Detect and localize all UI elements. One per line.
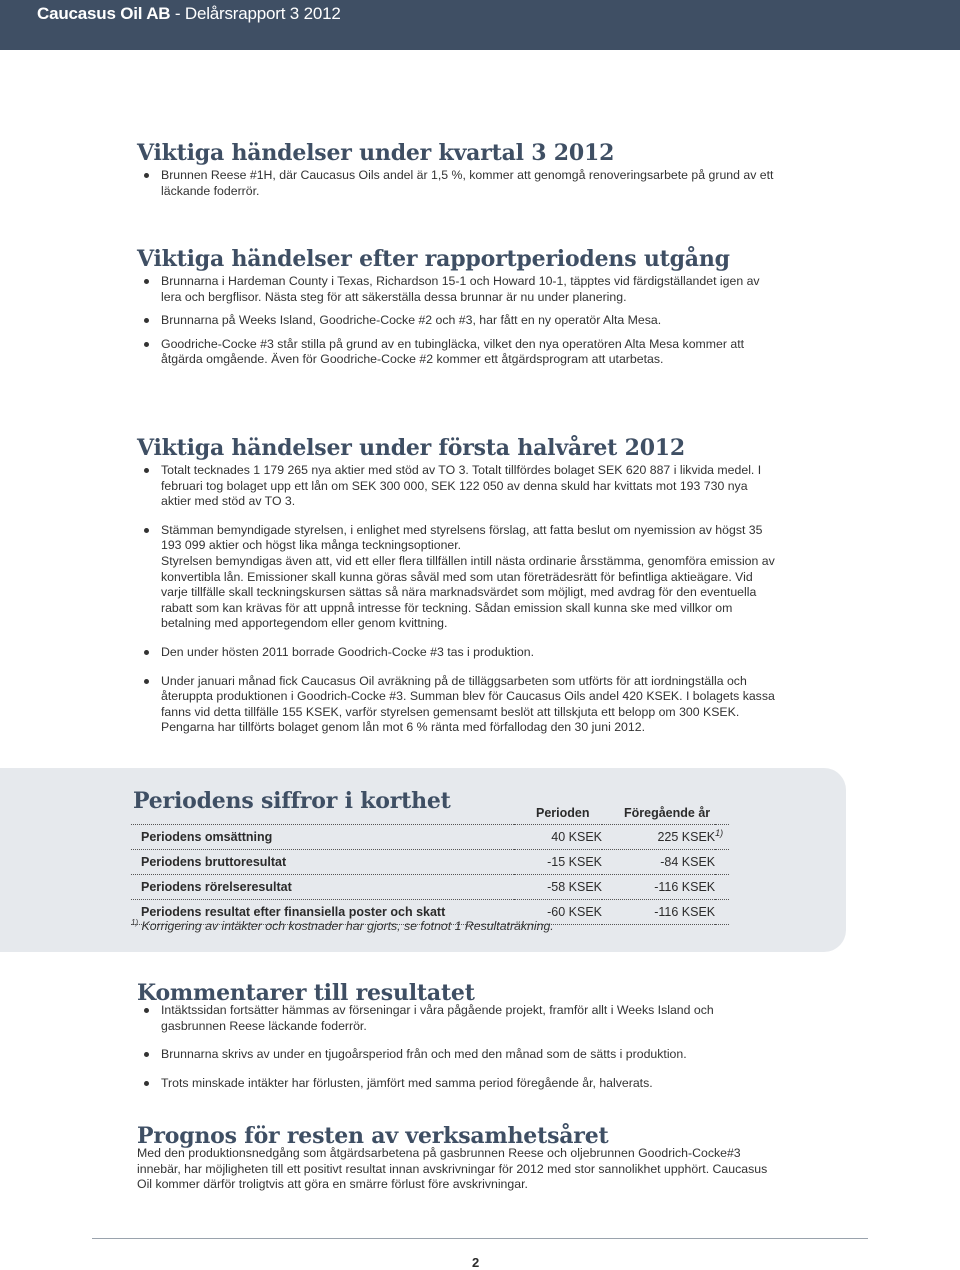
list-item	[137, 313, 777, 329]
header-separator: -	[170, 4, 185, 23]
after-period-section	[137, 246, 777, 368]
list-item	[137, 463, 777, 510]
period-value: -15 KSEK	[514, 850, 602, 875]
row-label: Periodens omsättning	[131, 825, 514, 850]
outlook-section	[137, 1123, 777, 1193]
bullet-icon	[144, 1052, 149, 1057]
q3-events-section	[137, 140, 777, 199]
list-item	[137, 1003, 777, 1034]
summary-table	[131, 824, 729, 925]
table-row	[131, 875, 729, 900]
company-name: Caucasus Oil AB	[37, 4, 171, 23]
period-value: -60 KSEK	[514, 900, 602, 925]
bullet-icon	[144, 679, 149, 684]
footer-divider	[92, 1238, 868, 1239]
period-value: 40 KSEK	[514, 825, 602, 850]
column-header-period: Perioden	[536, 806, 590, 820]
list-item-continuation: Styrelsen bemyndigas även att, vid ett eller flera tillfällen intill nästa ordinarie årsstämma, genomföra emission av konvertibla lån. Emissioner skall kunna göras såväl med som utan företrädesrätt för befintliga aktieägare. Vid varje tillfälle skall teckningskursen sättas så nära marknadsvärdet som möjligt, med avdrag för den eventuella rabatt som kan krävas för att uppnå intresse för teckning. Sådan emission skall kunna ske med villkor om betalning med apportegendom eller genom kvittning.	[161, 553, 775, 631]
footnote-text: Korrigering av intäkter och kostnader har gjorts, se fotnot 1 Resultaträkning.	[138, 919, 554, 934]
first-half-section	[137, 435, 777, 736]
list-item-text: Trots minskade intäkter har förlusten, jämfört med samma period föregående år, halverats.	[161, 1075, 653, 1090]
list-item-text: Under januari månad fick Caucasus Oil avräkning på de tilläggsarbeten som utförts för att iordningställa och återuppta produktionen i Goodrich-Cocke #3. Summan blev för Caucasus Oils andel 420 KSEK. I bolagets kassa fanns vid detta tillfälle 155 KSEK, varför styrelsen gemensamt beslöt att tillskjuta ett belopp om 300 KSEK. Pengarna har tillförts bolaget genom lån mot 6 % ränta med förfallodag den 30 juni 2012.	[161, 673, 775, 735]
row-label: Periodens rörelseresultat	[131, 875, 514, 900]
bullet-icon	[144, 342, 149, 347]
page-number: 2	[472, 1255, 480, 1270]
list-item	[137, 1076, 777, 1092]
bullet-icon	[144, 318, 149, 323]
report-name: Delårsrapport 3 2012	[184, 4, 341, 23]
previous-year-value: -116 KSEK	[602, 900, 715, 925]
bullet-icon	[144, 468, 149, 473]
list-item	[137, 645, 777, 661]
table-row	[131, 850, 729, 875]
after-period-list	[137, 274, 777, 368]
list-item	[137, 523, 777, 632]
period-value: -58 KSEK	[514, 875, 602, 900]
first-half-heading: Viktiga händelser under första halvåret 2012	[137, 435, 686, 461]
list-item	[137, 168, 777, 199]
list-item-text: Totalt tecknades 1 179 265 nya aktier med stöd av TO 3. Totalt tillfördes bolaget SEK 620 887 i likvida medel. I februari tog bolaget upp ett lån om SEK 300 000, SEK 122 050 av denna skuld har kvittats mot 193 730 nya aktier med stöd av TO 3.	[161, 463, 762, 509]
comments-heading: Kommentarer till resultatet	[137, 980, 475, 1006]
bullet-icon	[144, 1081, 149, 1086]
previous-year-value: -84 KSEK	[602, 850, 715, 875]
list-item	[137, 337, 777, 368]
list-item-text: Brunnarna i Hardeman County i Texas, Richardson 15-1 och Howard 10-1, täpptes vid färdigställandet igen av lera och bergflisor. Nästa steg för att säkerställa dessa brunnar är nu under planering.	[161, 274, 760, 304]
table-row	[131, 825, 729, 850]
list-item-text: Brunnen Reese #1H, där Caucasus Oils andel är 1,5 %, kommer att genomgå renoveringsarbete på grund av ett läckande foderrör.	[161, 168, 774, 198]
outlook-text: Med den produktionsnedgång som åtgärdsarbetena på gasbrunnen Reese och oljebrunnen Goodrich-Cocke#3 innebär, har möjligheten till ett positivt resultat innan avskrivningar för 2012 med stor sannolikhet upphört. Caucasus Oil kommer därför troligtvis att göra en smärre förlust före avskrivningar.	[137, 1146, 768, 1192]
row-label: Periodens resultat efter finansiella poster och skatt	[131, 900, 514, 925]
summary-heading: Periodens siffror i korthet	[133, 788, 451, 814]
footnote-marker: 1)	[715, 825, 729, 850]
page-header	[0, 0, 960, 50]
list-item-text: Intäktssidan fortsätter hämmas av förseningar i våra pågående projekt, framför allt i Weeks Island och gasbrunnen Reese läckande foderrör.	[161, 1003, 714, 1033]
list-item	[137, 1047, 777, 1063]
previous-year-value: -116 KSEK	[602, 875, 715, 900]
bullet-icon	[144, 650, 149, 655]
list-item	[137, 674, 777, 736]
bullet-icon	[144, 173, 149, 178]
footnote-marker	[715, 850, 729, 875]
bullet-icon	[144, 1008, 149, 1013]
row-label: Periodens bruttoresultat	[131, 850, 514, 875]
bullet-icon	[144, 528, 149, 533]
comments-list	[137, 1003, 777, 1091]
bullet-icon	[144, 279, 149, 284]
footnote-marker	[715, 900, 729, 925]
list-item-text: Goodriche-Cocke #3 står stilla på grund av en tubingläcka, vilket den nya operatören Alta Mesa kommer att åtgärda omgående. Även för Goodriche-Cocke #2 kommer ett åtgärdsprogram att utarbetas.	[161, 336, 745, 367]
list-item-text: Stämman bemyndigade styrelsen, i enlighet med styrelsens förslag, att fatta beslut om nyemission av högst 35 193 099 aktier och högst lika många teckningsoptioner.	[161, 522, 763, 553]
footnote-mark: 1)	[131, 918, 139, 927]
list-item-text: Den under hösten 2011 borrade Goodrich-Cocke #3 tas i produktion.	[161, 644, 535, 659]
list-item-text: Brunnarna på Weeks Island, Goodriche-Cocke #2 och #3, har fått en ny operatör Alta Mesa.	[161, 313, 662, 328]
list-item	[137, 274, 777, 305]
column-header-previous-year: Föregående år	[624, 806, 711, 820]
footnote-marker	[715, 875, 729, 900]
q3-events-heading: Viktiga händelser under kvartal 3 2012	[137, 140, 615, 166]
first-half-list	[137, 463, 777, 736]
header-title	[37, 4, 341, 24]
after-period-heading: Viktiga händelser efter rapportperiodens utgång	[137, 246, 730, 272]
outlook-heading: Prognos för resten av verksamhetsåret	[137, 1123, 609, 1149]
comments-section	[137, 980, 777, 1091]
summary-footnote	[131, 918, 554, 933]
list-item-text: Brunnarna skrivs av under en tjugoårsperiod från och med den månad som de sätts i produktion.	[161, 1047, 687, 1062]
previous-year-value: 225 KSEK	[602, 825, 715, 850]
q3-events-list	[137, 168, 777, 199]
